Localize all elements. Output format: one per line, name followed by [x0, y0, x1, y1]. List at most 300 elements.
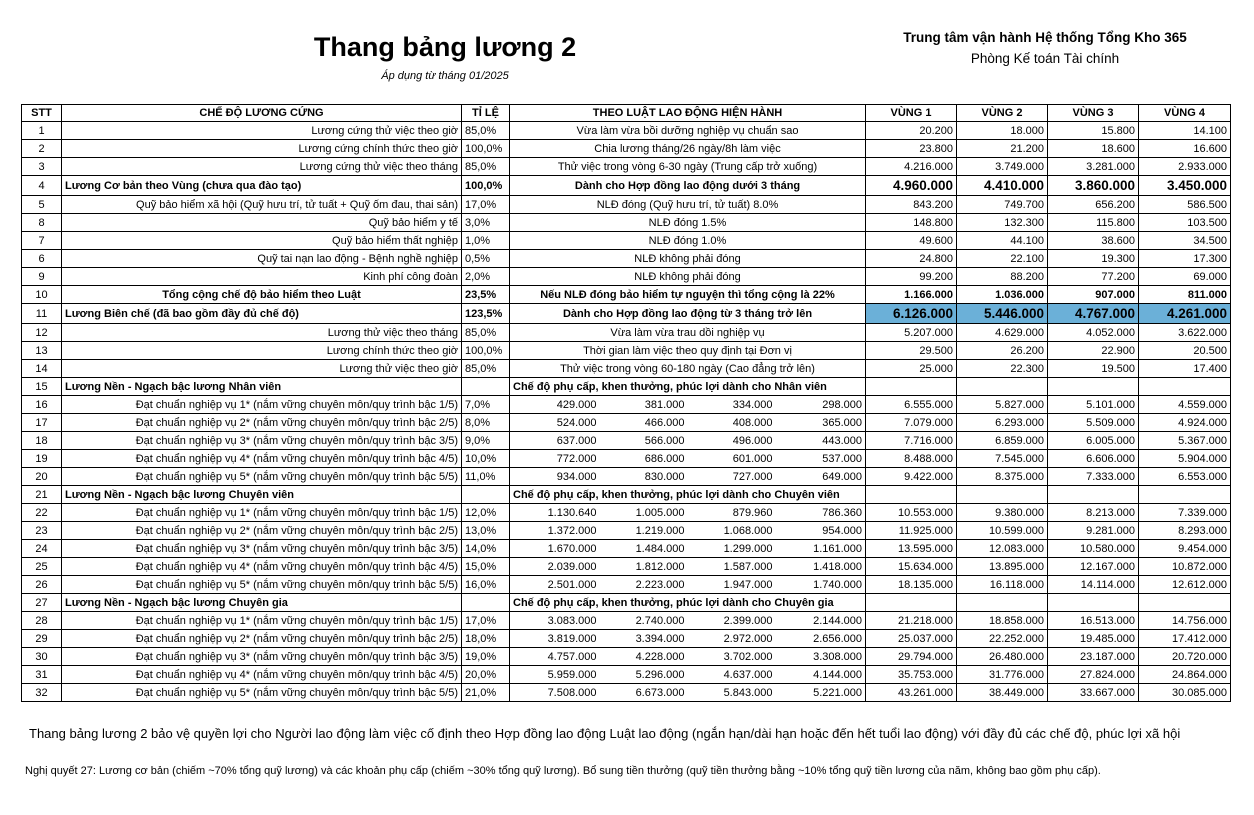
region-1-value: 8.488.000: [866, 450, 957, 468]
region-4-value: 811.000: [1139, 286, 1231, 304]
region-4-value: 9.454.000: [1139, 540, 1231, 558]
row-name: Đạt chuẩn nghiệp vụ 4* (nắm vững chuyên môn/quy trình bậc 4/5): [62, 450, 462, 468]
group-note: Chế độ phụ cấp, khen thưởng, phúc lợi dành cho Chuyên viên: [510, 486, 866, 504]
row-stt: 29: [22, 630, 62, 648]
allowance-3: 727.000: [688, 468, 776, 486]
group-empty-cell: [1048, 594, 1139, 612]
row-stt: 24: [22, 540, 62, 558]
header-ratio: TỈ LỆ: [462, 105, 510, 122]
row-name: Quỹ bảo hiểm y tế: [62, 214, 462, 232]
table-row: [22, 214, 1231, 232]
table-row: [22, 486, 1231, 504]
table-row: [22, 304, 1231, 324]
table-row: [22, 324, 1231, 342]
region-2-value: 4.629.000: [957, 324, 1048, 342]
resolution-note: Nghị quyết 27: Lương cơ bản (chiếm ~70% tổng quỹ lương) và các khoản phụ cấp (chiếm ~30% tổng quỹ lương). Bổ sung tiền thưởng (quỹ tiền thưởng bằng ~10% tổng quỹ tiền lương của năm, không bao gồm phụ cấp).: [25, 765, 1101, 777]
header-region-1: VÙNG 1: [866, 105, 957, 122]
table-row: [22, 432, 1231, 450]
allowance-4: 5.221.000: [776, 684, 866, 702]
allowance-2: 6.673.000: [600, 684, 688, 702]
region-4-value: 69.000: [1139, 268, 1231, 286]
region-2-value: 8.375.000: [957, 468, 1048, 486]
group-name: Lương Nền - Ngạch bậc lương Chuyên gia: [62, 594, 462, 612]
table-row: [22, 176, 1231, 196]
row-name: Lương cứng thử việc theo giờ: [62, 122, 462, 140]
region-1-value: 1.166.000: [866, 286, 957, 304]
table-row: [22, 232, 1231, 250]
region-3-value: 6.005.000: [1048, 432, 1139, 450]
region-2-value: 21.200: [957, 140, 1048, 158]
allowance-1: 524.000: [510, 414, 600, 432]
table-row: [22, 360, 1231, 378]
region-3-value: 6.606.000: [1048, 450, 1139, 468]
allowance-3: 2.972.000: [688, 630, 776, 648]
row-name: Lương cứng chính thức theo giờ: [62, 140, 462, 158]
region-2-value: 6.859.000: [957, 432, 1048, 450]
row-stt: 9: [22, 268, 62, 286]
table-row: [22, 468, 1231, 486]
row-note: Thời gian làm việc theo quy định tại Đơn vị: [510, 342, 866, 360]
region-1-value: 9.422.000: [866, 468, 957, 486]
row-ratio: 85,0%: [462, 324, 510, 342]
region-4-value: 3.450.000: [1139, 176, 1231, 196]
row-ratio: 18,0%: [462, 630, 510, 648]
row-name: Đạt chuẩn nghiệp vụ 2* (nắm vững chuyên môn/quy trình bậc 2/5): [62, 414, 462, 432]
row-stt: 22: [22, 504, 62, 522]
row-stt: 4: [22, 176, 62, 196]
region-3-value: 4.052.000: [1048, 324, 1139, 342]
region-3-value: 16.513.000: [1048, 612, 1139, 630]
allowance-3: 3.702.000: [688, 648, 776, 666]
region-1-value: 20.200: [866, 122, 957, 140]
row-stt: 5: [22, 196, 62, 214]
group-stt: 27: [22, 594, 62, 612]
row-name: Lương cứng thử việc theo tháng: [62, 158, 462, 176]
region-3-value: 14.114.000: [1048, 576, 1139, 594]
allowance-1: 637.000: [510, 432, 600, 450]
region-1-value: 24.800: [866, 250, 957, 268]
row-ratio: 20,0%: [462, 666, 510, 684]
table-row: [22, 342, 1231, 360]
row-note: Thử việc trong vòng 60-180 ngày (Cao đẳng trở lên): [510, 360, 866, 378]
allowance-2: 381.000: [600, 396, 688, 414]
region-2-value: 7.545.000: [957, 450, 1048, 468]
row-ratio: 100,0%: [462, 176, 510, 196]
region-2-value: 749.700: [957, 196, 1048, 214]
row-note: Thử việc trong vòng 6-30 ngày (Trung cấp trở xuống): [510, 158, 866, 176]
group-empty-cell: [866, 594, 957, 612]
table-row: [22, 594, 1231, 612]
allowance-3: 496.000: [688, 432, 776, 450]
region-2-value: 5.446.000: [957, 304, 1048, 324]
region-1-value: 25.000: [866, 360, 957, 378]
region-1-value: 13.595.000: [866, 540, 957, 558]
row-name: Quỹ bảo hiểm xã hội (Quỹ hưu trí, tử tuất + Quỹ ốm đau, thai sản): [62, 196, 462, 214]
row-name: Đạt chuẩn nghiệp vụ 1* (nắm vững chuyên môn/quy trình bậc 1/5): [62, 396, 462, 414]
row-note: Nếu NLĐ đóng bảo hiểm tự nguyện thì tổng cộng là 22%: [510, 286, 866, 304]
row-name: Đạt chuẩn nghiệp vụ 1* (nắm vững chuyên môn/quy trình bậc 1/5): [62, 612, 462, 630]
allowance-1: 3.819.000: [510, 630, 600, 648]
footer-note: Thang bảng lương 2 bảo vệ quyền lợi cho Người lao động làm việc cố định theo Hợp đồng lao động Luật lao động (ngắn hạn/dài hạn hoặc đến hết tuổi lao động) với đầy đủ các chế độ, phúc lợi xã hội: [29, 726, 1181, 741]
region-1-value: 10.553.000: [866, 504, 957, 522]
allowance-1: 1.130.640: [510, 504, 600, 522]
row-name: Đạt chuẩn nghiệp vụ 3* (nắm vững chuyên môn/quy trình bậc 3/5): [62, 648, 462, 666]
row-ratio: 100,0%: [462, 140, 510, 158]
region-3-value: 19.485.000: [1048, 630, 1139, 648]
region-1-value: 15.634.000: [866, 558, 957, 576]
row-stt: 26: [22, 576, 62, 594]
row-stt: 18: [22, 432, 62, 450]
allowance-2: 830.000: [600, 468, 688, 486]
allowance-2: 1.219.000: [600, 522, 688, 540]
row-ratio: 100,0%: [462, 342, 510, 360]
row-name: Quỹ tai nạn lao động - Bệnh nghề nghiệp: [62, 250, 462, 268]
row-name: Đạt chuẩn nghiệp vụ 3* (nắm vững chuyên môn/quy trình bậc 3/5): [62, 432, 462, 450]
region-3-value: 12.167.000: [1048, 558, 1139, 576]
row-name: Tổng cộng chế độ bảo hiểm theo Luật: [62, 286, 462, 304]
group-empty-cell: [1139, 486, 1231, 504]
region-3-value: 19.300: [1048, 250, 1139, 268]
region-4-value: 14.100: [1139, 122, 1231, 140]
group-ratio-empty: [462, 594, 510, 612]
region-3-value: 7.333.000: [1048, 468, 1139, 486]
region-3-value: 33.667.000: [1048, 684, 1139, 702]
salary-table: [21, 104, 1231, 702]
allowance-1: 5.959.000: [510, 666, 600, 684]
header-region-3: VÙNG 3: [1048, 105, 1139, 122]
allowance-1: 2.501.000: [510, 576, 600, 594]
region-1-value: 35.753.000: [866, 666, 957, 684]
region-2-value: 38.449.000: [957, 684, 1048, 702]
table-row: [22, 450, 1231, 468]
region-1-value: 843.200: [866, 196, 957, 214]
region-1-value: 6.555.000: [866, 396, 957, 414]
allowance-2: 3.394.000: [600, 630, 688, 648]
region-4-value: 17.300: [1139, 250, 1231, 268]
row-ratio: 2,0%: [462, 268, 510, 286]
region-3-value: 9.281.000: [1048, 522, 1139, 540]
table-row: [22, 522, 1231, 540]
row-name: Đạt chuẩn nghiệp vụ 5* (nắm vững chuyên môn/quy trình bậc 5/5): [62, 684, 462, 702]
allowance-3: 879.960: [688, 504, 776, 522]
row-name: Lương Cơ bản theo Vùng (chưa qua đào tạo): [62, 176, 462, 196]
region-4-value: 10.872.000: [1139, 558, 1231, 576]
allowance-2: 686.000: [600, 450, 688, 468]
row-name: Quỹ bảo hiểm thất nghiệp: [62, 232, 462, 250]
row-stt: 19: [22, 450, 62, 468]
row-name: Đạt chuẩn nghiệp vụ 1* (nắm vững chuyên môn/quy trình bậc 1/5): [62, 504, 462, 522]
group-empty-cell: [957, 594, 1048, 612]
region-3-value: 10.580.000: [1048, 540, 1139, 558]
region-4-value: 16.600: [1139, 140, 1231, 158]
row-stt: 16: [22, 396, 62, 414]
region-2-value: 18.858.000: [957, 612, 1048, 630]
region-4-value: 4.261.000: [1139, 304, 1231, 324]
region-3-value: 4.767.000: [1048, 304, 1139, 324]
table-row: [22, 196, 1231, 214]
row-stt: 28: [22, 612, 62, 630]
row-ratio: 8,0%: [462, 414, 510, 432]
allowance-4: 954.000: [776, 522, 866, 540]
region-2-value: 4.410.000: [957, 176, 1048, 196]
region-2-value: 26.200: [957, 342, 1048, 360]
allowance-3: 1.068.000: [688, 522, 776, 540]
allowance-1: 1.670.000: [510, 540, 600, 558]
page-subtitle: Áp dụng từ tháng 01/2025: [381, 70, 509, 82]
region-1-value: 29.500: [866, 342, 957, 360]
region-2-value: 22.100: [957, 250, 1048, 268]
row-name: Đạt chuẩn nghiệp vụ 2* (nắm vững chuyên môn/quy trình bậc 2/5): [62, 522, 462, 540]
region-4-value: 17.400: [1139, 360, 1231, 378]
allowance-3: 334.000: [688, 396, 776, 414]
table-row: [22, 250, 1231, 268]
group-stt: 21: [22, 486, 62, 504]
group-stt: 15: [22, 378, 62, 396]
allowance-4: 1.161.000: [776, 540, 866, 558]
allowance-1: 7.508.000: [510, 684, 600, 702]
region-4-value: 17.412.000: [1139, 630, 1231, 648]
region-1-value: 29.794.000: [866, 648, 957, 666]
page-title: Thang bảng lương 2: [313, 32, 577, 62]
group-empty-cell: [1139, 378, 1231, 396]
allowance-4: 443.000: [776, 432, 866, 450]
region-1-value: 11.925.000: [866, 522, 957, 540]
allowance-1: 772.000: [510, 450, 600, 468]
region-1-value: 49.600: [866, 232, 957, 250]
allowance-4: 1.418.000: [776, 558, 866, 576]
table-row: [22, 540, 1231, 558]
row-ratio: 15,0%: [462, 558, 510, 576]
row-ratio: 3,0%: [462, 214, 510, 232]
region-2-value: 1.036.000: [957, 286, 1048, 304]
region-3-value: 19.500: [1048, 360, 1139, 378]
group-empty-cell: [1048, 486, 1139, 504]
region-4-value: 14.756.000: [1139, 612, 1231, 630]
header-region-2: VÙNG 2: [957, 105, 1048, 122]
group-empty-cell: [957, 378, 1048, 396]
row-ratio: 11,0%: [462, 468, 510, 486]
allowance-4: 298.000: [776, 396, 866, 414]
group-note: Chế độ phụ cấp, khen thưởng, phúc lợi dành cho Chuyên gia: [510, 594, 866, 612]
row-stt: 14: [22, 360, 62, 378]
row-ratio: 23,5%: [462, 286, 510, 304]
row-name: Đạt chuẩn nghiệp vụ 4* (nắm vững chuyên môn/quy trình bậc 4/5): [62, 666, 462, 684]
group-empty-cell: [866, 378, 957, 396]
row-note: Dành cho Hợp đồng lao động từ 3 tháng trở lên: [510, 304, 866, 324]
table-row: [22, 630, 1231, 648]
allowance-4: 1.740.000: [776, 576, 866, 594]
table-row: [22, 140, 1231, 158]
region-1-value: 23.800: [866, 140, 957, 158]
allowance-3: 1.299.000: [688, 540, 776, 558]
region-4-value: 6.553.000: [1139, 468, 1231, 486]
table-row: [22, 612, 1231, 630]
group-empty-cell: [957, 486, 1048, 504]
allowance-3: 1.587.000: [688, 558, 776, 576]
table-header-row: [22, 105, 1231, 122]
row-note: NLĐ không phải đóng: [510, 268, 866, 286]
row-note: NLĐ đóng (Quỹ hưu trí, tử tuất) 8.0%: [510, 196, 866, 214]
allowance-1: 2.039.000: [510, 558, 600, 576]
row-stt: 20: [22, 468, 62, 486]
row-ratio: 17,0%: [462, 196, 510, 214]
table-row: [22, 558, 1231, 576]
row-stt: 10: [22, 286, 62, 304]
region-2-value: 18.000: [957, 122, 1048, 140]
region-3-value: 38.600: [1048, 232, 1139, 250]
region-3-value: 15.800: [1048, 122, 1139, 140]
allowance-1: 429.000: [510, 396, 600, 414]
row-stt: 13: [22, 342, 62, 360]
region-4-value: 3.622.000: [1139, 324, 1231, 342]
row-name: Đạt chuẩn nghiệp vụ 5* (nắm vững chuyên môn/quy trình bậc 5/5): [62, 576, 462, 594]
row-stt: 31: [22, 666, 62, 684]
region-1-value: 4.960.000: [866, 176, 957, 196]
allowance-2: 2.740.000: [600, 612, 688, 630]
region-3-value: 18.600: [1048, 140, 1139, 158]
row-stt: 23: [22, 522, 62, 540]
allowance-1: 3.083.000: [510, 612, 600, 630]
row-note: Chia lương tháng/26 ngày/8h làm việc: [510, 140, 866, 158]
row-ratio: 85,0%: [462, 360, 510, 378]
allowance-2: 466.000: [600, 414, 688, 432]
region-3-value: 27.824.000: [1048, 666, 1139, 684]
table-row: [22, 378, 1231, 396]
region-4-value: 7.339.000: [1139, 504, 1231, 522]
allowance-2: 566.000: [600, 432, 688, 450]
allowance-3: 601.000: [688, 450, 776, 468]
region-2-value: 22.300: [957, 360, 1048, 378]
region-1-value: 148.800: [866, 214, 957, 232]
region-4-value: 20.720.000: [1139, 648, 1231, 666]
row-name: Đạt chuẩn nghiệp vụ 5* (nắm vững chuyên môn/quy trình bậc 5/5): [62, 468, 462, 486]
row-name: Lương thử việc theo giờ: [62, 360, 462, 378]
allowance-4: 786.360: [776, 504, 866, 522]
region-2-value: 10.599.000: [957, 522, 1048, 540]
row-ratio: 16,0%: [462, 576, 510, 594]
allowance-2: 4.228.000: [600, 648, 688, 666]
region-2-value: 5.827.000: [957, 396, 1048, 414]
row-ratio: 14,0%: [462, 540, 510, 558]
allowance-4: 537.000: [776, 450, 866, 468]
row-ratio: 7,0%: [462, 396, 510, 414]
region-1-value: 43.261.000: [866, 684, 957, 702]
row-stt: 11: [22, 304, 62, 324]
row-ratio: 10,0%: [462, 450, 510, 468]
region-3-value: 8.213.000: [1048, 504, 1139, 522]
row-stt: 3: [22, 158, 62, 176]
region-2-value: 3.749.000: [957, 158, 1048, 176]
row-stt: 32: [22, 684, 62, 702]
allowance-1: 1.372.000: [510, 522, 600, 540]
region-1-value: 7.079.000: [866, 414, 957, 432]
organization-name: Trung tâm vận hành Hệ thống Tổng Kho 365: [903, 30, 1187, 45]
row-stt: 30: [22, 648, 62, 666]
table-row: [22, 576, 1231, 594]
region-2-value: 6.293.000: [957, 414, 1048, 432]
table-row: [22, 684, 1231, 702]
region-4-value: 8.293.000: [1139, 522, 1231, 540]
allowance-4: 365.000: [776, 414, 866, 432]
region-3-value: 115.800: [1048, 214, 1139, 232]
region-3-value: 656.200: [1048, 196, 1139, 214]
row-stt: 25: [22, 558, 62, 576]
region-3-value: 907.000: [1048, 286, 1139, 304]
allowance-2: 1.812.000: [600, 558, 688, 576]
table-row: [22, 268, 1231, 286]
group-ratio-empty: [462, 378, 510, 396]
region-1-value: 21.218.000: [866, 612, 957, 630]
region-3-value: 3.281.000: [1048, 158, 1139, 176]
region-3-value: 5.509.000: [1048, 414, 1139, 432]
region-2-value: 16.118.000: [957, 576, 1048, 594]
table-row: [22, 122, 1231, 140]
allowance-2: 1.005.000: [600, 504, 688, 522]
group-name: Lương Nền - Ngạch bậc lương Nhân viên: [62, 378, 462, 396]
row-name: Lương thử việc theo tháng: [62, 324, 462, 342]
region-1-value: 99.200: [866, 268, 957, 286]
row-ratio: 85,0%: [462, 158, 510, 176]
row-name: Lương Biên chế (đã bao gồm đầy đủ chế độ): [62, 304, 462, 324]
region-2-value: 26.480.000: [957, 648, 1048, 666]
group-empty-cell: [866, 486, 957, 504]
group-ratio-empty: [462, 486, 510, 504]
table-row: [22, 648, 1231, 666]
region-1-value: 25.037.000: [866, 630, 957, 648]
row-name: Đạt chuẩn nghiệp vụ 4* (nắm vững chuyên môn/quy trình bậc 4/5): [62, 558, 462, 576]
allowance-4: 3.308.000: [776, 648, 866, 666]
header-law: THEO LUẬT LAO ĐỘNG HIỆN HÀNH: [510, 105, 866, 122]
region-3-value: 5.101.000: [1048, 396, 1139, 414]
table-row: [22, 414, 1231, 432]
allowance-4: 2.144.000: [776, 612, 866, 630]
allowance-1: 4.757.000: [510, 648, 600, 666]
row-ratio: 123,5%: [462, 304, 510, 324]
allowance-3: 5.843.000: [688, 684, 776, 702]
region-4-value: 12.612.000: [1139, 576, 1231, 594]
region-4-value: 5.367.000: [1139, 432, 1231, 450]
region-2-value: 44.100: [957, 232, 1048, 250]
table-row: [22, 286, 1231, 304]
allowance-3: 1.947.000: [688, 576, 776, 594]
region-4-value: 24.864.000: [1139, 666, 1231, 684]
region-4-value: 34.500: [1139, 232, 1231, 250]
row-ratio: 1,0%: [462, 232, 510, 250]
region-4-value: 586.500: [1139, 196, 1231, 214]
allowance-2: 5.296.000: [600, 666, 688, 684]
group-name: Lương Nền - Ngạch bậc lương Chuyên viên: [62, 486, 462, 504]
allowance-4: 649.000: [776, 468, 866, 486]
row-note: NLĐ đóng 1.5%: [510, 214, 866, 232]
row-ratio: 12,0%: [462, 504, 510, 522]
allowance-3: 2.399.000: [688, 612, 776, 630]
row-stt: 1: [22, 122, 62, 140]
region-2-value: 22.252.000: [957, 630, 1048, 648]
region-1-value: 4.216.000: [866, 158, 957, 176]
row-ratio: 13,0%: [462, 522, 510, 540]
row-stt: 2: [22, 140, 62, 158]
row-note: Vừa làm vừa bồi dưỡng nghiệp vụ chuẩn sao: [510, 122, 866, 140]
header-region-4: VÙNG 4: [1139, 105, 1231, 122]
table-row: [22, 666, 1231, 684]
region-4-value: 20.500: [1139, 342, 1231, 360]
row-ratio: 21,0%: [462, 684, 510, 702]
region-2-value: 132.300: [957, 214, 1048, 232]
row-ratio: 85,0%: [462, 122, 510, 140]
region-4-value: 30.085.000: [1139, 684, 1231, 702]
row-name: Đạt chuẩn nghiệp vụ 3* (nắm vững chuyên môn/quy trình bậc 3/5): [62, 540, 462, 558]
row-ratio: 9,0%: [462, 432, 510, 450]
